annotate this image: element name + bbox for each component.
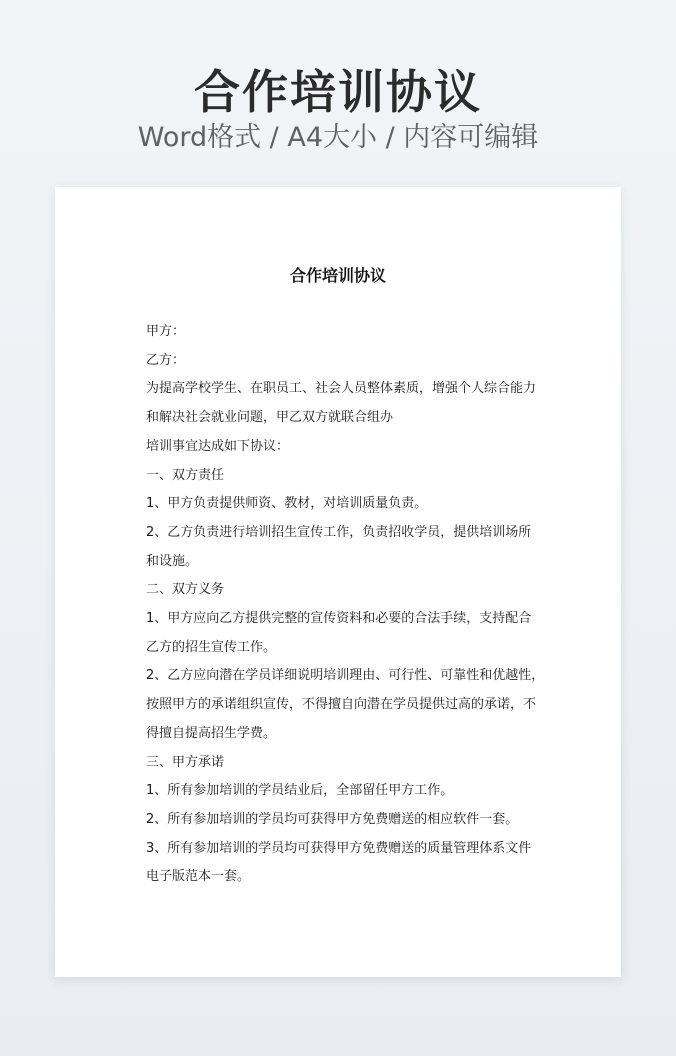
clause-line: 1、所有参加培训的学员结业后，全部留任甲方工作。 xyxy=(146,783,454,799)
document-title: 合作培训协议 xyxy=(289,266,386,285)
clause-line: 按照甲方的承诺组织宣传，不得擅自向潜在学员提供过高的承诺，不 xyxy=(146,697,537,713)
clause-line: 和设施。 xyxy=(146,553,199,569)
clause-line: 2、乙方负责进行培训招生宣传工作，负责招收学员，提供培训场所 xyxy=(146,524,532,540)
clause-line: 电子版范本一套。 xyxy=(146,869,251,885)
section-heading: 一、双方责任 xyxy=(146,467,225,483)
clause-line: 2、所有参加培训的学员均可获得甲方免费赠送的相应软件一套。 xyxy=(146,811,519,827)
clause-line: 1、甲方应向乙方提供完整的宣传资料和必要的合法手续，支持配合 xyxy=(146,611,532,627)
clause-line: 得擅自提高招生学费。 xyxy=(146,725,277,741)
clause-line: 乙方的招生宣传工作。 xyxy=(146,639,277,655)
clause-line: 1、甲方负责提供师资、教材，对培训质量负责。 xyxy=(146,496,428,512)
clause-line: 2、乙方应向潜在学员详细说明培训理由、可行性、可靠性和优越性， xyxy=(146,668,545,684)
preamble-line: 为提高学校学生、在职员工、社会人员整体素质，增强个人综合能力 xyxy=(146,381,537,397)
clause-line: 3、所有参加培训的学员均可获得甲方免费赠送的质量管理体系文件 xyxy=(146,840,532,856)
document-body xyxy=(146,318,545,892)
section-heading: 二、双方义务 xyxy=(146,582,225,598)
section-heading: 三、甲方承诺 xyxy=(146,754,225,770)
page-title: 合作培训协议 xyxy=(194,65,482,119)
page-subtitle: Word格式 / A4大小 / 内容可编辑 xyxy=(137,122,539,153)
preamble-line: 和解决社会就业问题，甲乙双方就联合组办 xyxy=(146,410,394,426)
document-page xyxy=(55,187,621,977)
party-a-line: 甲方： xyxy=(146,324,186,339)
preamble-line: 培训事宜达成如下协议： xyxy=(146,438,290,454)
party-b-line: 乙方： xyxy=(146,352,186,368)
